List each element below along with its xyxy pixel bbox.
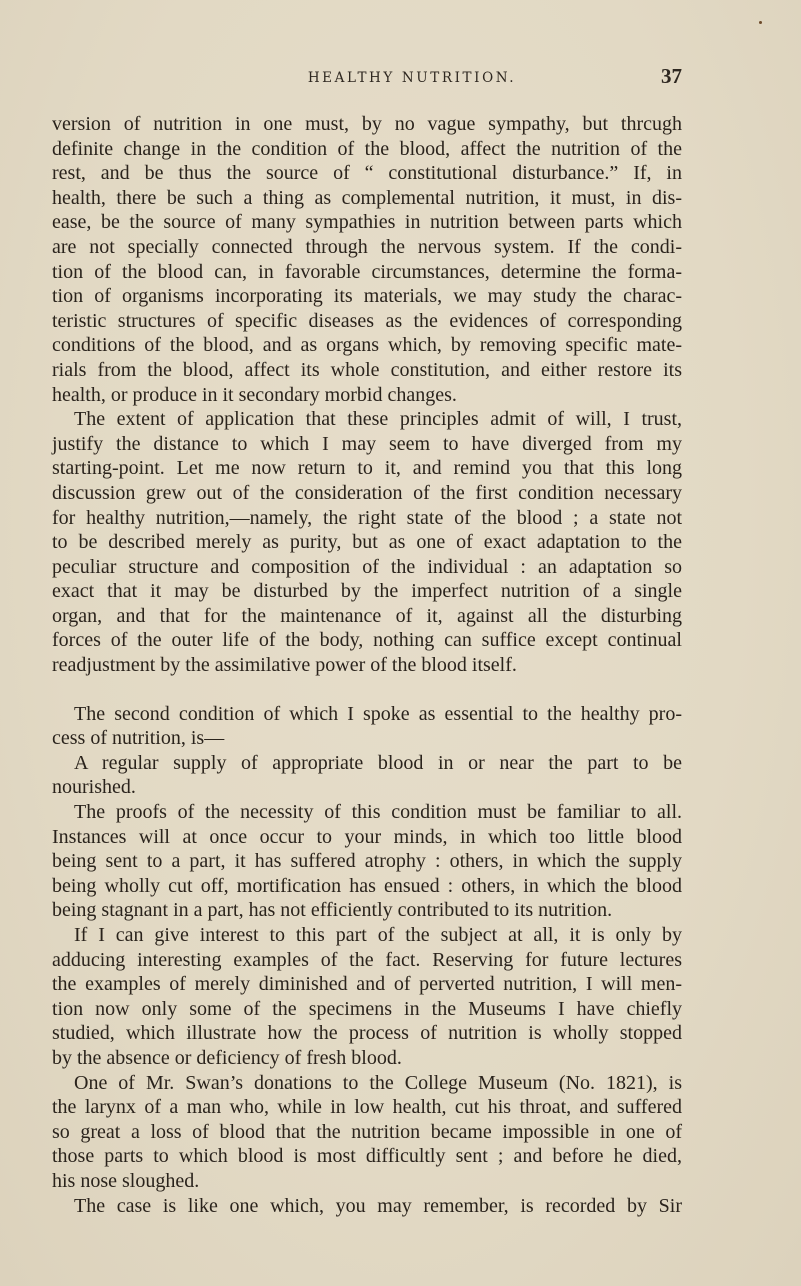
text-line: The proofs of the necessity of this condition must be familiar to all. (74, 801, 682, 824)
text-line: The case is like one which, you may remember, is recorded by Sir (74, 1194, 682, 1217)
text-line: being sent to a part, it has suffered atrophy : others, in which the supply (52, 850, 682, 873)
text-line: being stagnant in a part, has not efficiently contributed to its nutrition. (52, 899, 613, 922)
paragraph (52, 112, 682, 407)
text-line: his nose sloughed. (52, 1169, 200, 1192)
text-line: the examples of merely diminished and of perverted nutrition, I will men- (52, 973, 682, 996)
paragraph (52, 800, 682, 923)
text-line: version of nutrition in one must, by no vague sympathy, but thrcugh (52, 113, 682, 135)
text-line: health, there be such a thing as complemental nutrition, it must, in dis- (52, 186, 682, 209)
paper-speck (759, 21, 762, 24)
paragraph (52, 702, 682, 751)
text-line: The extent of application that these principles admit of will, I trust, (74, 408, 682, 431)
text-line: rest, and be thus the source of “ constitutional disturbance.” If, in (52, 162, 682, 185)
text-line: discussion grew out of the consideration of the first condition necessary (52, 481, 682, 504)
text-line: A regular supply of appropriate blood in or near the part to be (74, 751, 682, 774)
text-line: justify the distance to which I may seem to have diverged from my (52, 432, 682, 455)
text-line: for healthy nutrition,—namely, the right state of the blood ; a state not (52, 506, 682, 529)
text-line: ease, be the source of many sympathies in nutrition between parts which (52, 211, 682, 234)
text-line: tion of the blood can, in favorable circumstances, determine the forma- (52, 260, 682, 283)
paragraph (52, 1071, 682, 1194)
text-line: the larynx of a man who, while in low health, cut his throat, and suffered (52, 1096, 682, 1119)
page-number: 37 (661, 64, 682, 88)
running-head (52, 66, 682, 92)
text-line: to be described merely as purity, but as one of exact adaptation to the (52, 531, 682, 554)
text-line: tion now only some of the specimens in the Museums I have chiefly (52, 997, 682, 1020)
text-line: rials from the blood, affect its whole constitution, and either restore its (52, 358, 682, 381)
body-text (52, 112, 682, 1218)
paragraph (52, 1194, 682, 1219)
text-line: health, or produce in it secondary morbid changes. (52, 383, 457, 406)
text-line: by the absence or deficiency of fresh blood. (52, 1046, 402, 1069)
text-line: One of Mr. Swan’s donations to the College Museum (No. 1821), is (74, 1071, 682, 1094)
text-line: being wholly cut off, mortification has ensued : others, in which the blood (52, 874, 682, 897)
paragraph (52, 407, 682, 678)
text-line: forces of the outer life of the body, nothing can suffice except continual (52, 629, 682, 652)
text-line: studied, which illustrate how the process of nutrition is wholly stopped (52, 1022, 682, 1045)
running-title: HEALTHY NUTRITION. (307, 70, 517, 86)
text-line: teristic structures of specific diseases as the evidences of corresponding (52, 309, 682, 332)
text-line: Instances will at once occur to your minds, in which too little blood (52, 825, 682, 848)
paragraph (52, 751, 682, 800)
text-line: cess of nutrition, is— (52, 727, 225, 750)
text-line: starting-point. Let me now return to it, and remind you that this long (52, 457, 682, 480)
text-line: adducing interesting examples of the fact. Reserving for future lectures (52, 948, 682, 971)
paragraph (52, 923, 682, 1071)
text-line: so great a loss of blood that the nutrition became impossible in one of (52, 1120, 682, 1143)
text-line: are not specially connected through the nervous system. If the condi- (52, 235, 682, 258)
text-line: conditions of the blood, and as organs which, by removing specific mate- (52, 334, 682, 357)
text-line: those parts to which blood is most difficultly sent ; and before he died, (52, 1145, 682, 1168)
paragraph-gap (52, 678, 682, 702)
text-line: The second condition of which I spoke as essential to the healthy pro- (74, 702, 682, 725)
text-line: If I can give interest to this part of the subject at all, it is only by (74, 924, 682, 946)
text-line: readjustment by the assimilative power of the blood itself. (52, 654, 517, 677)
text-line: definite change in the condition of the blood, affect the nutrition of the (52, 137, 682, 160)
text-line: peculiar structure and composition of the individual : an adaptation so (52, 555, 682, 578)
text-line: tion of organisms incorporating its materials, we may study the charac- (52, 285, 682, 308)
text-line: nourished. (52, 776, 136, 799)
text-line: organ, and that for the maintenance of it, against all the disturbing (52, 604, 682, 627)
text-line: exact that it may be disturbed by the imperfect nutrition of a single (52, 580, 682, 603)
